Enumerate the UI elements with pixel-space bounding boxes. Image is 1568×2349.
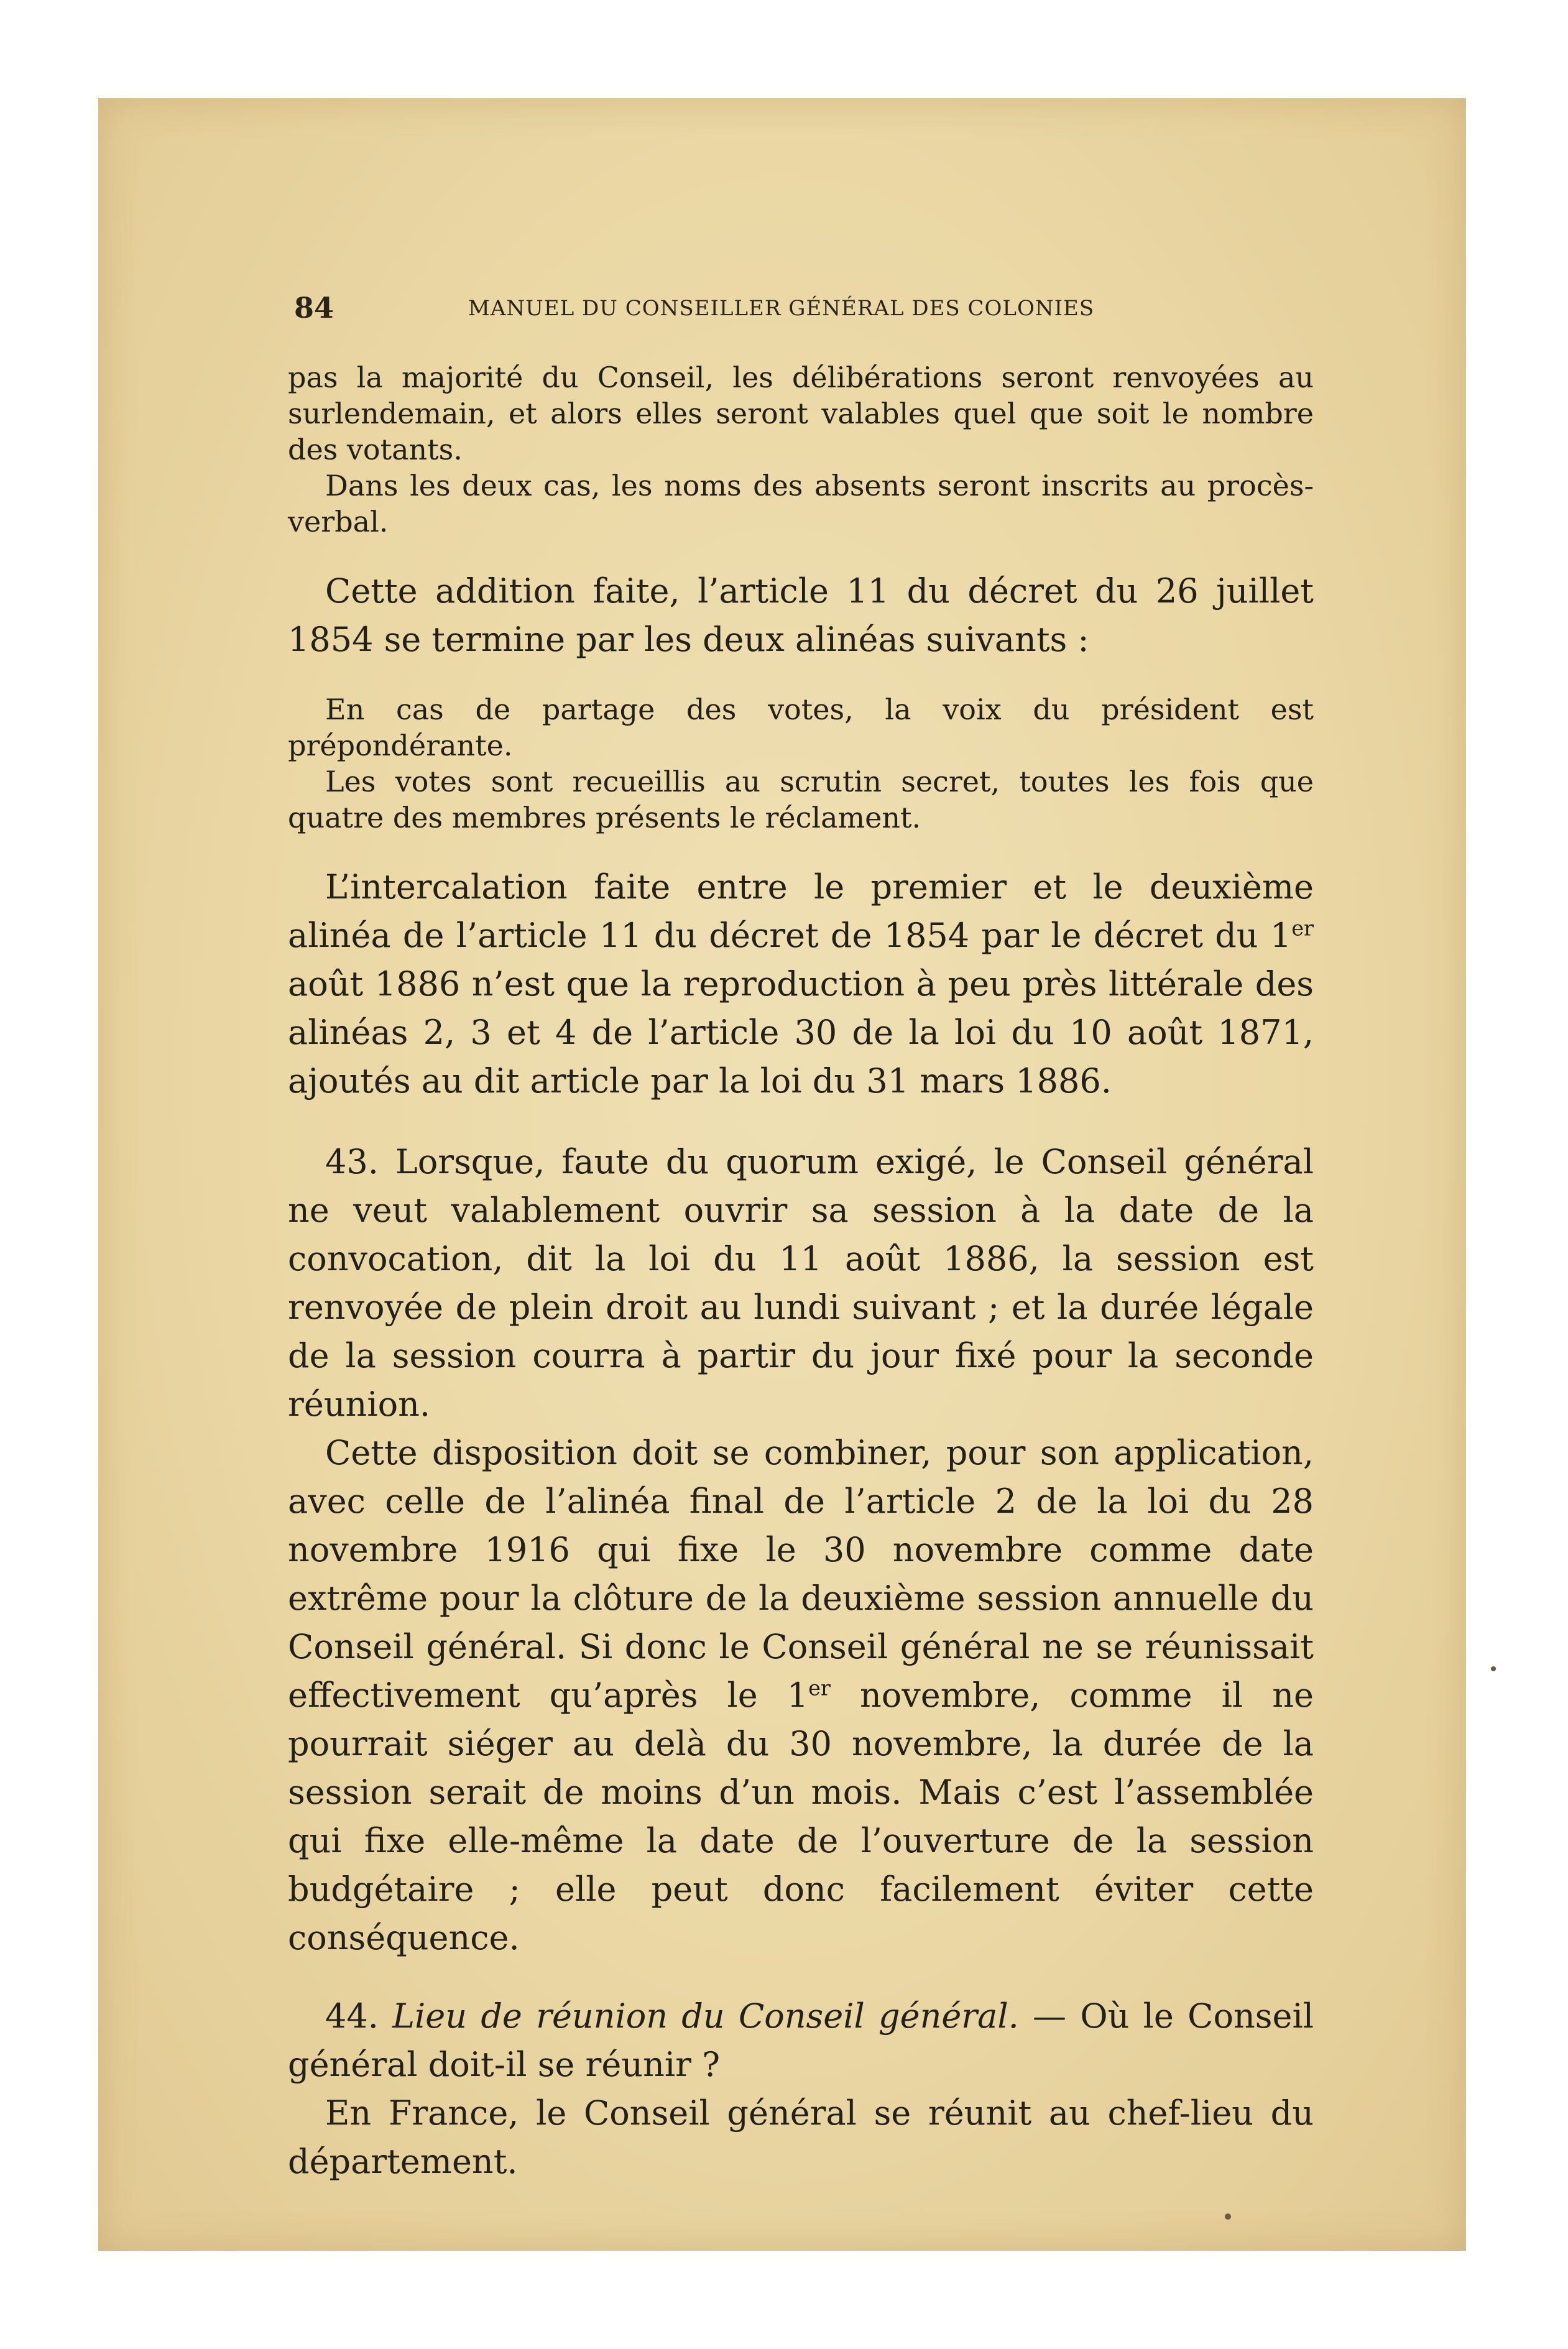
running-title: MANUEL DU CONSEILLER GÉNÉRAL DES COLONIES (468, 296, 1095, 321)
quote-paragraph: En cas de partage des votes, la voix du président est prépondérante. (288, 693, 1314, 762)
body-text (288, 359, 1314, 2186)
page-number: 84 (294, 291, 334, 325)
paragraph-text: Cette disposition doit se combiner, pour son application, avec celle de l’alinéa final de l’article 2 de la loi du 28 novembre 1916 qui fixe le 30 novembre comme date extrême pour la clôture de la deuxième session annuelle du Conseil général. Si donc le Conseil général ne se réunissait effectivement qu’après le 1 (288, 1433, 1314, 1715)
paragraph: En France, le Conseil général se réunit au chef-lieu du département. (288, 2093, 1314, 2181)
paragraph-text: novembre, comme il ne pourrait siéger au delà du 30 novembre, la durée de la session serait de moins d’un mois. Mais c’est l’assemblée qui fixe elle-même la date de l’ouverture de la session budgétaire ; elle peut donc facilement éviter cette conséquence. (288, 1676, 1314, 1957)
section-title: Lieu de réunion du Conseil général. (392, 1996, 1019, 2036)
ink-speck (1491, 1666, 1496, 1671)
quote-paragraph: Dans les deux cas, les noms des absents seront inscrits au procès-verbal. (288, 469, 1314, 538)
paragraph-text: L’intercalation faite entre le premier et le deuxième alinéa de l’article 11 du décret de 1854 par le décret du 1 (288, 867, 1314, 955)
quote-paragraph: pas la majorité du Conseil, les délibérations seront renvoyées au surlendemain, et alors elles seront valables quel que soit le nombre des votants. (288, 361, 1314, 466)
superscript: er (808, 1676, 831, 1701)
superscript: er (1291, 916, 1314, 941)
quote-paragraph: Les votes sont recueillis au scrutin secret, toutes les fois que quatre des membres présents le réclament. (288, 765, 1314, 834)
paragraph: Cette addition faite, l’article 11 du décret du 26 juillet 1854 se termine par les deux alinéas suivants : (288, 571, 1314, 659)
paragraph (288, 863, 1314, 1105)
section-44-paragraph (288, 1992, 1314, 2089)
ink-speck (1225, 2213, 1231, 2220)
paragraph-text: — Où le Conseil général doit-il se réunir ? (288, 1996, 1314, 2084)
paragraph-text: août 1886 n’est que la reproduction à peu près littérale des alinéas 2, 3 et 4 de l’article 30 de la loi du 10 août 1871, ajoutés au dit article par la loi du 31 mars 1886. (288, 964, 1314, 1101)
section-43-paragraph: 43. Lorsque, faute du quorum exigé, le Conseil général ne veut valablement ouvrir sa session à la date de la convocation, dit la loi du 11 août 1886, la session est renvoyée de plein droit au lundi suivant ; et la durée légale de la session courra à partir du jour fixé pour la seconde réunion. (288, 1142, 1314, 1424)
section-number: 44. (325, 1996, 393, 2036)
running-head (294, 291, 1314, 328)
paragraph (288, 1429, 1314, 1962)
